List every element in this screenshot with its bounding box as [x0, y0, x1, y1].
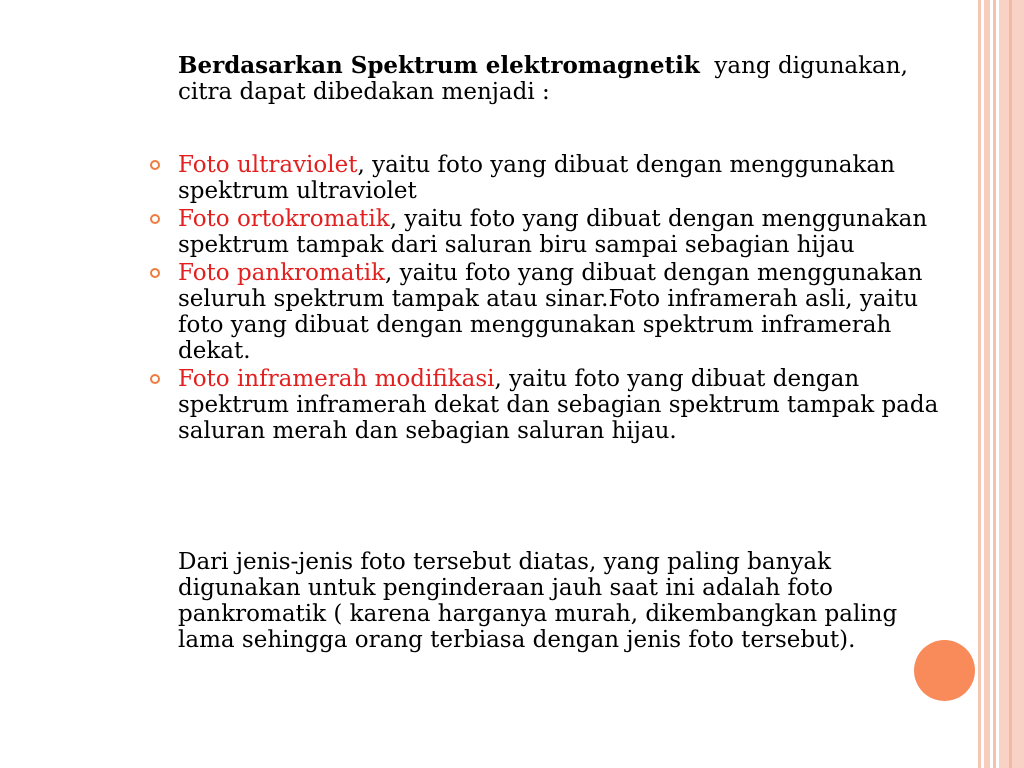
decorative-stripe [978, 0, 981, 768]
bullet-text: , yaitu foto yang dibuat dengan menggunakan seluruh spektrum tampak atau sinar.Foto inframerah asli, yaitu foto yang dibuat dengan menggunakan spektrum inframerah dekat. [178, 260, 923, 364]
closing-paragraph: Dari jenis-jenis foto tersebut diatas, yang paling banyak digunakan untuk penginderaan jauh saat ini adalah foto pankromatik ( karena harganya murah, dikembangkan paling lama sehingga orang terbiasa dengan jenis foto tersebut). [178, 549, 898, 653]
bullet-term: Foto inframerah modifikasi [178, 366, 495, 392]
bullet-term: Foto ultraviolet [178, 152, 358, 178]
list-item [150, 366, 960, 444]
bullet-circle-icon [150, 374, 160, 384]
intro-text: yang digunakan, citra dapat dibedakan menjadi : [178, 53, 908, 105]
bullet-circle-icon [150, 160, 160, 170]
list-item [150, 206, 960, 258]
bullet-text: , yaitu foto yang dibuat dengan menggunakan spektrum ultraviolet [178, 152, 895, 204]
bullet-text: , yaitu foto yang dibuat dengan spektrum inframerah dekat dan sebagian spektrum tampak pada saluran merah dan sebagian saluran hijau. [178, 366, 939, 444]
bullet-circle-icon [150, 214, 160, 224]
bullet-term: Foto pankromatik [178, 260, 386, 286]
bullet-list [150, 152, 960, 446]
list-item [150, 152, 960, 204]
intro-bold-text: Berdasarkan Spektrum elektromagnetik [178, 52, 700, 79]
bullet-term: Foto ortokromatik [178, 206, 390, 232]
decorative-stripe [1009, 0, 1012, 768]
intro-paragraph [178, 53, 958, 105]
decorative-stripe [984, 0, 990, 768]
decorative-circle [914, 640, 975, 701]
bullet-text: , yaitu foto yang dibuat dengan menggunakan spektrum tampak dari saluran biru sampai sebagian hijau [178, 206, 928, 258]
decorative-stripe [993, 0, 996, 768]
list-item [150, 260, 960, 364]
bullet-circle-icon [150, 268, 160, 278]
